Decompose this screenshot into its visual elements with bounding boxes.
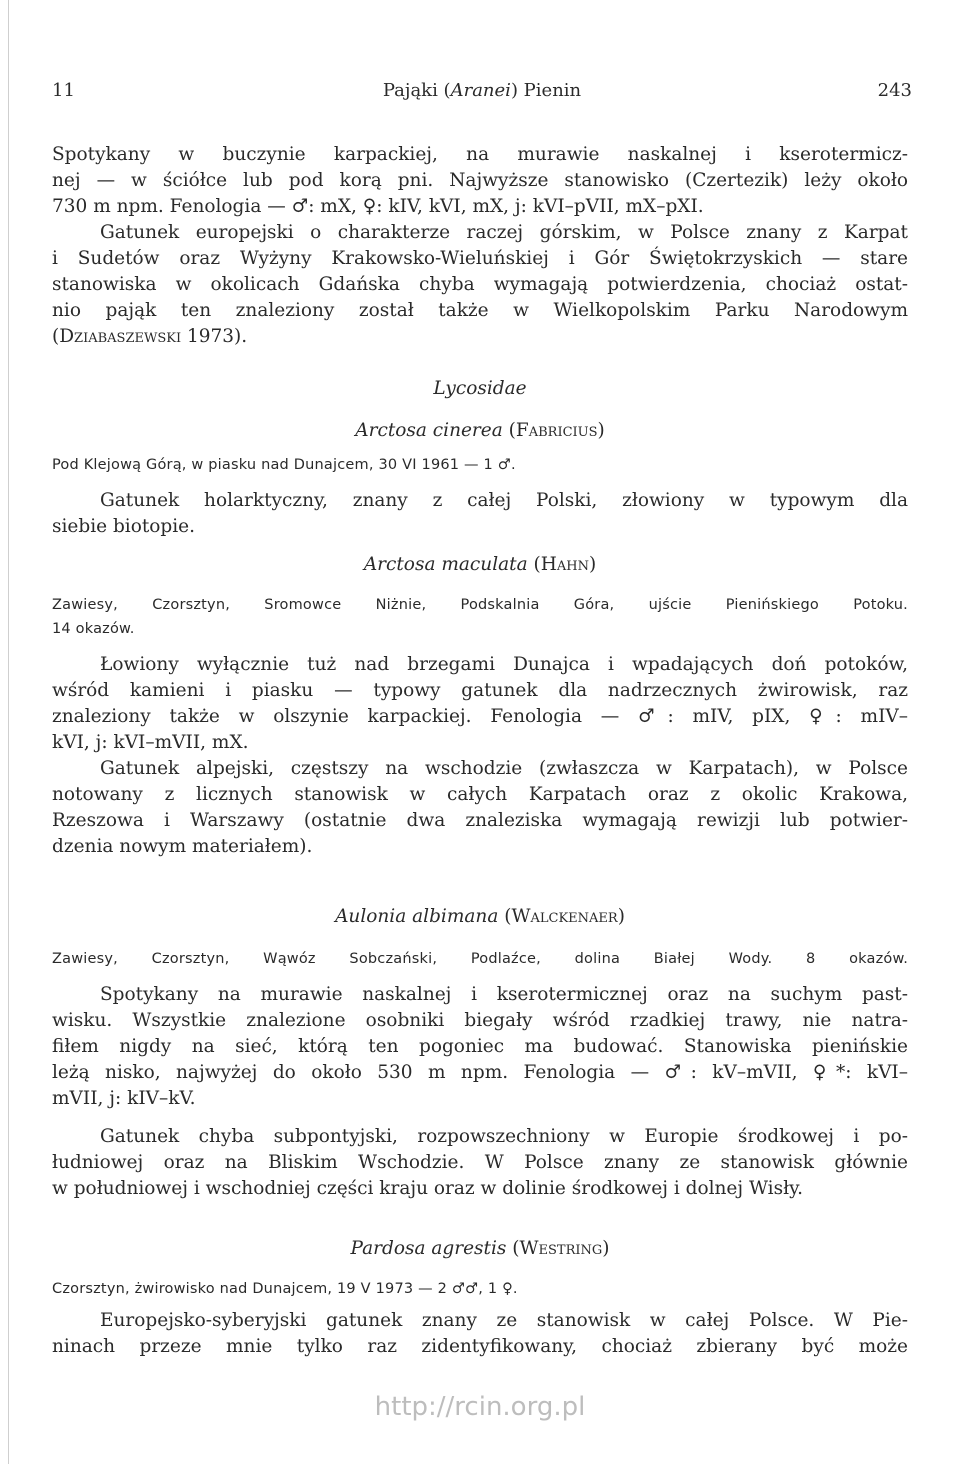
species-name: Arctosa cinerea [355,420,503,441]
text-line: w południowej i wschodniej części kraju oraz w dolinie środkowej i dolnej Wisły. [52,1178,803,1199]
locality-3: Zawiesy, Czorsztyn, Wąwóz Sobczański, Podlaźce, dolina Białej Wody. 8 okazów. [52,951,908,967]
species-author: (Fabricius) [508,420,605,441]
text-line: Gatunek chyba subpontyjski, rozpowszechniony w Europie środkowej i po- [100,1126,908,1147]
text-line: fiłem nigdy na sieć, którą ten pogoniec ma budować. Stanowiska pienińskie [52,1036,908,1057]
running-title-prefix: Pająki ( [382,80,451,101]
text-line: wśród kamieni i piasku — typowy gatunek dla nadrzecznych żwirowisk, raz [52,680,908,701]
text-line: Gatunek holarktyczny, znany z całej Polski, złowiony w typowym dla [100,490,908,511]
family-heading: Lycosidae [433,378,527,399]
text-line: nio pająk ten znaleziony został także w Wielkopolskim Parku Narodowym [52,300,908,321]
text-line: Gatunek europejski o charakterze raczej górskim, w Polsce znany z Karpat [100,222,908,243]
text-line: Europejsko-syberyjski gatunek znany ze stanowisk w całej Polsce. W Pie- [100,1310,908,1331]
species-name: Pardosa agrestis [350,1238,507,1259]
species-name: Aulonia albimana [335,906,499,927]
running-title-suffix: ) Pienin [510,80,582,101]
species-heading-1 [52,418,908,444]
text-line: 730 m npm. Fenologia — ♂: mX, ♀: kIV, kVI, mX, j: kVI–pVII, mX–pXI. [52,196,704,217]
text-line: kVI, j: kVI–mVII, mX. [52,732,249,753]
species-heading-4 [52,1236,908,1262]
text-line: znaleziony także w olszynie karpackiej. Fenologia — ♂: mIV, pIX, ♀: mIV– [52,706,908,727]
text-line: łudniowej oraz na Bliskim Wschodzie. W Polsce znany ze stanowisk głównie [52,1152,908,1173]
text-line: (Dziabaszewski 1973). [52,326,248,347]
text-line: mVII, j: kIV–kV. [52,1088,196,1109]
text-line: leżą nisko, najwyżej do około 530 m npm. Fenologia — ♂: kV–mVII, ♀*: kVI– [52,1062,908,1083]
text-line: Spotykany na murawie naskalnej i kserotermicznej oraz na suchym past- [100,984,908,1005]
locality-2a: Zawiesy, Czorsztyn, Sromowce Niżnie, Podskalnia Góra, ujście Pienińskiego Potoku. [52,597,908,613]
locality-4: Czorsztyn, żwirowisko nad Dunajcem, 19 V 1973 — 2 ♂♂, 1 ♀. [52,1281,518,1297]
text-line: i Sudetów oraz Wyżyny Krakowsko-Wieluńskiej i Gór Świętokrzyskich — stare [52,248,908,269]
text-line: notowany z licznych stanowisk w całych Karpatach oraz z okolic Krakowa, [52,784,908,805]
page-number: 243 [877,80,912,101]
running-header [52,80,912,110]
species-author: (Westring) [512,1238,610,1259]
text-line: nej — w ściółce lub pod korą pni. Najwyższe stanowisko (Czertezik) leży około [52,170,908,191]
text-line: stanowiska w okolicach Gdańska chyba wymagają potwierdzenia, chociaż ostat- [52,274,908,295]
species-author: (Walckenaer) [504,906,625,927]
locality-2b: 14 okazów. [52,621,135,637]
text-line: Gatunek alpejski, częstszy na wschodzie (zwłaszcza w Karpatach), w Polsce [100,758,908,779]
page-edge-line [8,0,9,1464]
text-line: Rzeszowa i Warszawy (ostatnie dwa znaleziska wymagają rewizji lub potwier- [52,810,908,831]
text-line: siebie biotopie. [52,516,196,537]
text-line: Spotykany w buczynie karpackiej, na murawie naskalnej i kserotermicz- [52,144,908,165]
text-line: ninach przeze mnie tylko raz zidentyfikowany, chociaż zbierany być może [52,1336,908,1357]
text-line: Łowiony wyłącznie tuż nad brzegami Dunajca i wpadających doń potoków, [100,654,908,675]
text-line: dzenia nowym materiałem). [52,836,313,857]
chapter-number: 11 [52,80,75,101]
locality-1: Pod Klejową Górą, w piasku nad Dunajcem, 30 VI 1961 — 1 ♂. [52,457,516,473]
species-name: Arctosa maculata [363,554,528,575]
watermark-url: http://rcin.org.pl [374,1392,586,1422]
running-title [52,80,912,101]
species-author: (Hahn) [533,554,597,575]
species-heading-3 [52,904,908,930]
running-title-italic: Aranei [450,80,511,101]
species-heading-2 [52,552,908,578]
text-line: wisku. Wszystkie znalezione osobniki biegały wśród rzadkiej trawy, nie natra- [52,1010,908,1031]
